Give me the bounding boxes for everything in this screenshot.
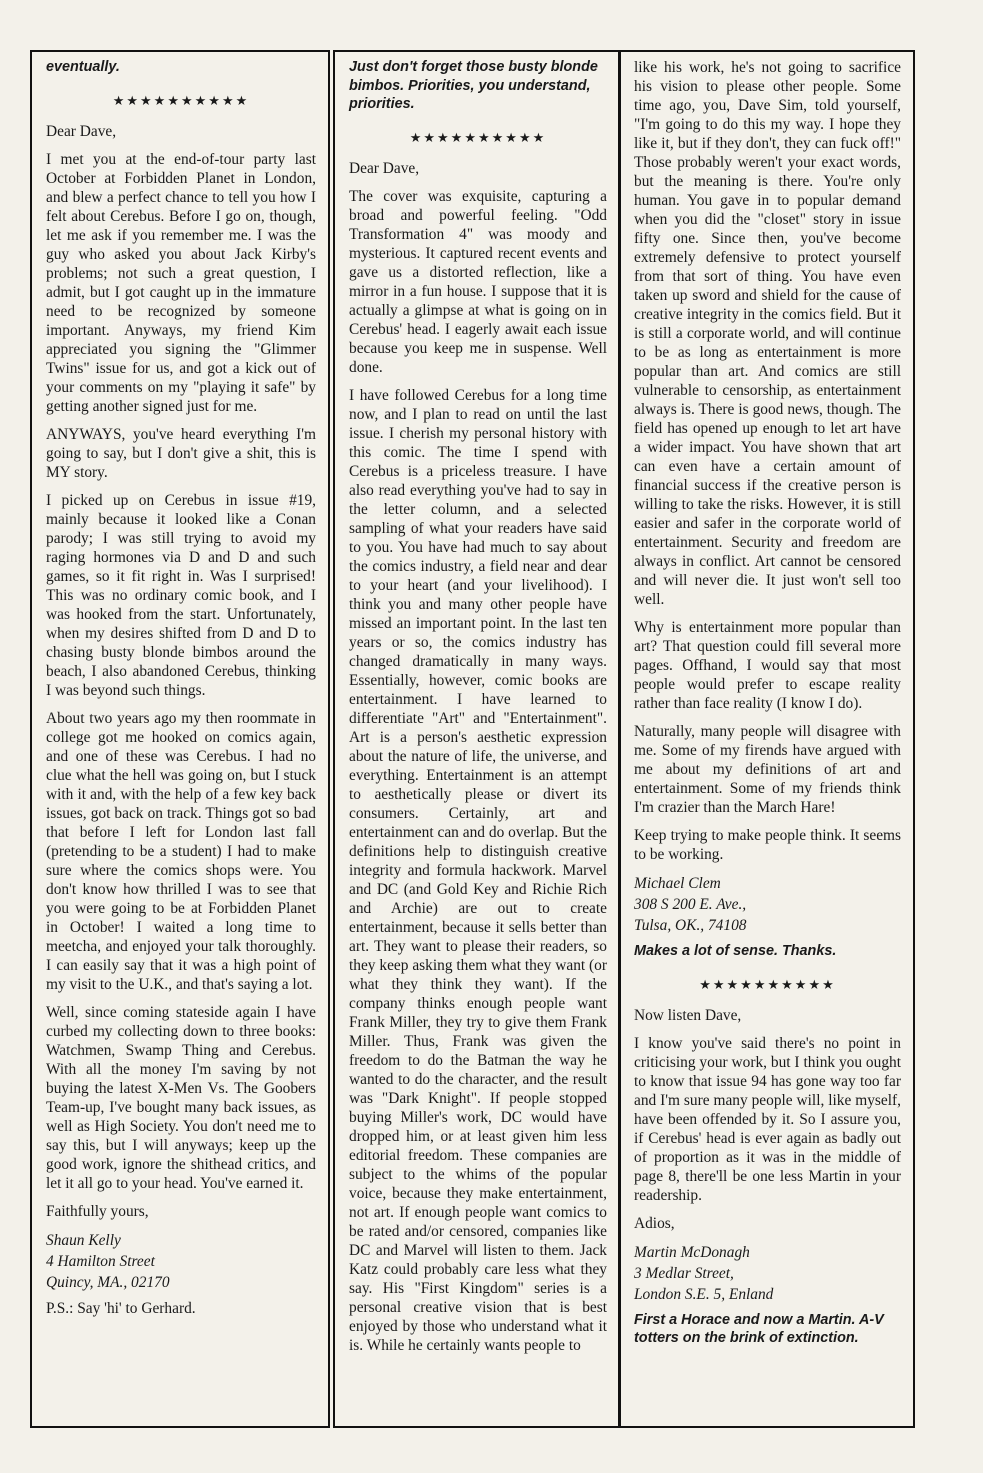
- editor-reply: Just don't forget those busty blonde bimbos. Priorities, you understand, priorities.: [349, 59, 598, 112]
- letter-paragraph: I met you at the end-of-tour party last October at Forbidden Planet in London, and blew a perfect chance to tell you how I felt about Cerebus. Before I go on, though, let me ask if you remember me. I was the guy who asked you about Jack Kirby's problems; not such a great question, I admit, but I got caught up in the immature need to be recognized by someone important. Anyways, my friend Kim appreciated you signing the "Glimmer Twins" issue for us, and got a kick out of your comments on my "playing it safe" by getting another signed just for me.: [46, 150, 316, 415]
- editor-reply: First a Horace and now a Martin. A-V totters on the brink of extinction.: [634, 1311, 884, 1346]
- letter-paragraph: Dear Dave,: [349, 159, 420, 177]
- signature-line: Shaun Kelly: [46, 1231, 121, 1249]
- editor-reply: Makes a lot of sense. Thanks.: [634, 943, 837, 959]
- letter-signature: [46, 1230, 316, 1293]
- signature-line: 4 Hamilton Street: [46, 1252, 155, 1270]
- letters-column-3: [618, 50, 915, 1428]
- column-text: [46, 58, 316, 1318]
- letter-paragraph: Faithfully yours,: [46, 1202, 149, 1220]
- letter-paragraph: Dear Dave,: [46, 122, 117, 140]
- star-separator: ★★★★★★★★★★: [112, 92, 250, 108]
- editor-reply: eventually.: [46, 59, 120, 75]
- letter-paragraph: Well, since coming stateside again I have curbed my collecting down to three books: Watchmen, Swamp Thing and Cerebus. With all the money I'm saving by not buying the latest X-Men Vs. The Goobers Team-up, I've bought many back issues, as well as High Society. You don't need me to say this, but I will anyways; keep up the good work, ignore the shithead critics, and let it all go to your head. You've earned it.: [46, 1003, 316, 1192]
- column-text: [634, 58, 901, 1348]
- letter-paragraph: Keep trying to make people think. It seems to be working.: [634, 827, 901, 863]
- letter-paragraph: Now listen Dave,: [634, 1006, 742, 1024]
- signature-line: Martin McDonagh: [634, 1243, 750, 1261]
- column-text: [349, 58, 607, 1355]
- letter-paragraph: Why is entertainment more popular than art? That question could fill several more pages. Offhand, I would say that most people would prefer to escape reality rather than face reality (I know I do).: [634, 619, 901, 712]
- letter-signature: [634, 1242, 901, 1305]
- letter-signature: [634, 873, 901, 936]
- letter-paragraph: About two years ago my then roommate in college got me hooked on comics again, and one of these was Cerebus. I had no clue what the hell was going on, but I stuck with it and, with the help of a few key back issues, got back on track. Things got so bad that before I left for London last fall (pretending to be a student) I had to make sure where the comics shops were. You don't know how thrilled I was to see that you were going to be at Forbidden Planet in October! I waited a long time to meetcha, and enjoyed your talk thoroughly. I can easily say that it was a high point of my visit to the U.K., and that's saying a lot.: [46, 709, 316, 993]
- letter-paragraph: P.S.: Say 'hi' to Gerhard.: [46, 1299, 196, 1317]
- letters-column-2: [333, 50, 621, 1428]
- letter-paragraph: ANYWAYS, you've heard everything I'm going to say, but I don't give a shit, this is MY story.: [46, 425, 316, 481]
- letter-paragraph: I know you've said there's no point in criticising your work, but I think you ought to know that issue 94 has gone way too far and I'm sure many people will, like myself, have been offended by it. So I assure you, if Cerebus' head is ever again as badly out of proportion as it was in the middle of page 8, there'll be one less Martin in your readership.: [634, 1034, 901, 1204]
- signature-line: 3 Medlar Street,: [634, 1264, 734, 1282]
- signature-line: Tulsa, OK., 74108: [634, 917, 747, 934]
- signature-line: Michael Clem: [634, 875, 721, 892]
- signature-line: 308 S 200 E. Ave.,: [634, 896, 747, 913]
- letters-column-1: [30, 50, 330, 1428]
- signature-line: London S.E. 5, Enland: [634, 1285, 774, 1303]
- letter-paragraph: Naturally, many people will disagree with me. Some of my firends have argued with me about my definitions of art and entertainment. Some of my friends think I'm crazier than the March Hare!: [634, 723, 901, 816]
- star-separator: ★★★★★★★★★★: [409, 129, 547, 145]
- letter-paragraph: Adios,: [634, 1214, 675, 1232]
- letter-paragraph: I have followed Cerebus for a long time now, and I plan to read on until the last issue. I cherish my personal history with this comic. The time I spend with Cerebus is a priceless treasure. I have also read everything you've had to say in the letter column, and a selected sampling of what your readers have said to you. You have had much to say about the comics industry, a field near and dear to your heart (and your livelihood). I think you and many other people have missed an important point. In the last ten years or so, the comics industry has changed dramatically in many ways. Essentially, however, comic books are entertainment. I have learned to differentiate "Art" and "Entertainment". Art is a person's aesthetic expression about the nature of life, the universe, and everything. Entertainment is an attempt to aesthetically please or divert its consumers. Certainly, art and entertainment can and do overlap. But the definitions help to distinguish creative integrity and formula hackwork. Marvel and DC (and Gold Key and Richie Rich and Archie) are out to create entertainment, because it sells better than art. They want to please their readers, so they keep asking them what they want (or what they think they want). If the company thinks enough people want Frank Miller, they try to give them Frank Miller. Thus, Frank was given the freedom to do the Batman the way he wanted to do the character, and the result was "Dark Knight". If people stopped buying Miller's work, DC would have dropped him, or at least given him less editorial freedom. These companies are subject to the whims of the popular voice, because they make entertainment, not art. If enough people want comics to be rated and/or censored, companies like DC and Marvel will listen to them. Jack Katz could probably care less what they say. His "First Kingdom" series is a personal creative vision that is best enjoyed by those who understand what it is. While he certainly wants people to: [349, 386, 607, 1354]
- letter-paragraph: like his work, he's not going to sacrifice his vision to please other people. Some time ago, you, Dave Sim, told yourself, "I'm going to do this my way. I hope they like it, but if they don't, they can fuck off!" Those probably weren't your exact words, but the meaning is there. You're only human. You gave in to popular demand when you did the "closet" story in issue fifty one. Since then, you've become extremely defensive to protect yourself from that sort of thing. You have even taken up sword and shield for the cause of creative integrity in the comics field. But it is still a corporate world, and will continue to be as long as entertainment is more popular than art. And comics are still vulnerable to censorship, as entertainment always is. There is good news, though. The field has opened up enough to let art have a wider impact. You have shown that art can even have a certain amount of financial success if the creative person is willing to take the risks. However, it is still easier and safer in the corporate world of entertainment. Security and freedom are always in conflict. Art cannot be censored and will never die. It just won't sell too well.: [634, 59, 901, 608]
- star-separator: ★★★★★★★★★★: [699, 976, 836, 992]
- letter-paragraph: The cover was exquisite, capturing a broad and powerful feeling. "Odd Transformation 4" was moody and mysterious. It captured recent events and gave us a distorted reflection, like a mirror in a fun house. I suppose that it is actually a glimpse at what is going on in Cerebus' head. I eagerly await each issue because you keep me in suspense. Well done.: [349, 187, 607, 376]
- signature-line: Quincy, MA., 02170: [46, 1273, 170, 1291]
- letter-paragraph: I picked up on Cerebus in issue #19, mainly because it looked like a Conan parody; I was still trying to avoid my raging hormones via D and D and such games, so it fit right in. Was I surprised! This was no ordinary comic book, and I was hooked from the start. Unfortunately, when my desires shifted from D and D to chasing busty blonde bimbos around the beach, I also abandoned Cerebus, thinking I was beyond such things.: [46, 491, 316, 699]
